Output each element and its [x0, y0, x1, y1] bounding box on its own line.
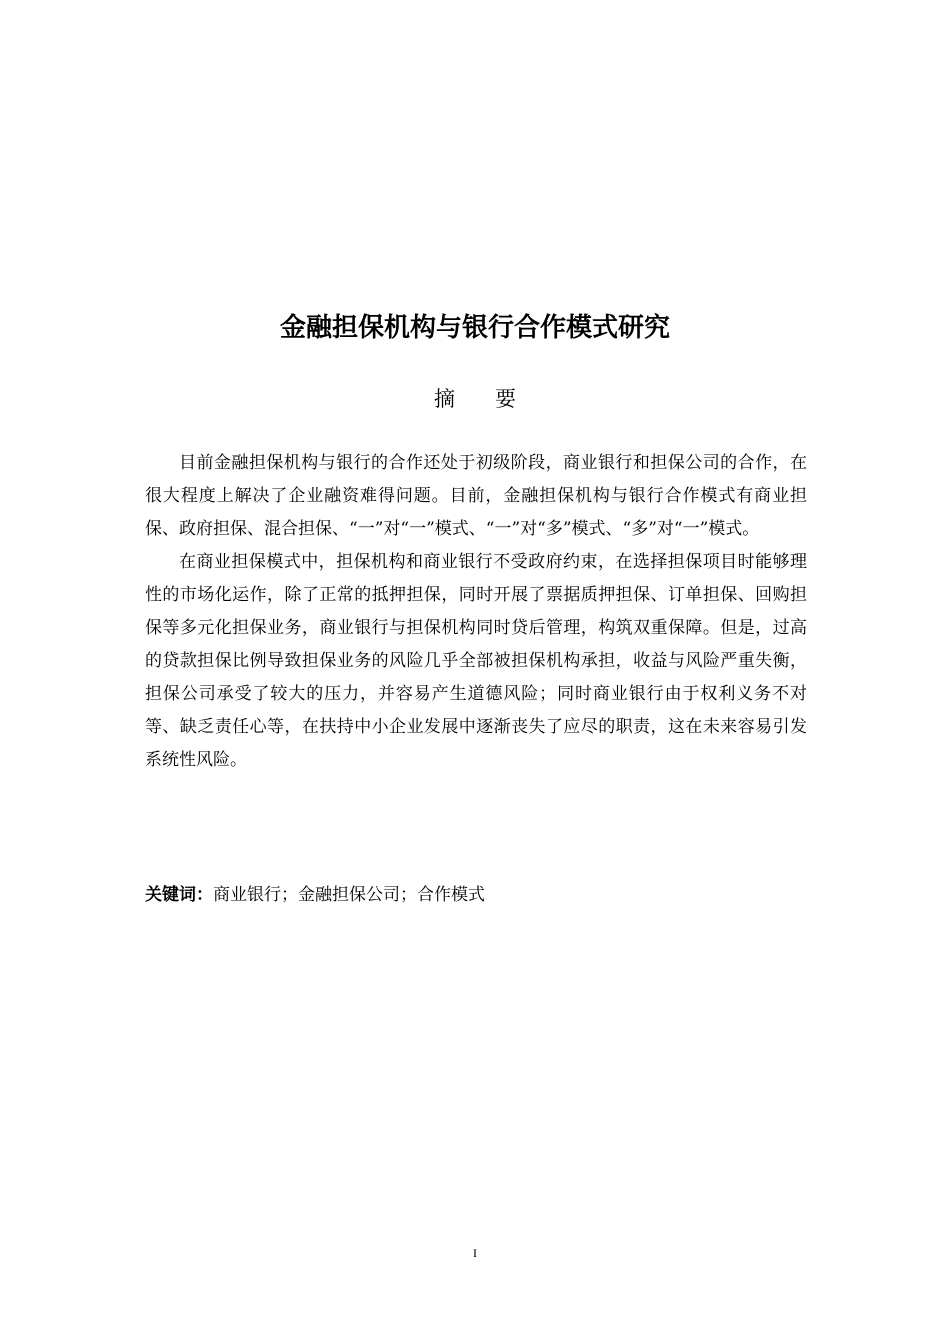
keywords-line — [145, 879, 807, 911]
keywords-label: 关键词： — [145, 885, 213, 905]
abstract-body — [145, 447, 807, 777]
abstract-heading — [0, 383, 950, 415]
abstract-paragraph-1: 目前金融担保机构与银行的合作还处于初级阶段，商业银行和担保公司的合作，在很大程度上解决了企业融资难得问题。目前，金融担保机构与银行合作模式有商业担保、政府担保、混合担保、“一”对“一”模式、“一”对“多”模式、“多”对“一”模式。 — [145, 453, 807, 539]
page-number: I — [473, 1246, 477, 1260]
abstract-heading-char-1: 摘 — [434, 387, 455, 411]
abstract-paragraph-2: 在商业担保模式中，担保机构和商业银行不受政府约束，在选择担保项目时能够理性的市场化运作，除了正常的抵押担保，同时开展了票据质押担保、订单担保、回购担保等多元化担保业务，商业银行与担保机构同时贷后管理，构筑双重保障。但是，过高的贷款担保比例导致担保业务的风险几乎全部被担保机构承担，收益与风险严重失衡，担保公司承受了较大的压力，并容易产生道德风险；同时商业银行由于权利义务不对等、缺乏责任心等，在扶持中小企业发展中逐渐丧失了应尽的职责，这在未来容易引发系统性风险。 — [145, 552, 807, 770]
keywords-value: 商业银行；金融担保公司；合作模式 — [213, 885, 485, 905]
abstract-heading-char-2: 要 — [495, 387, 516, 411]
document-title: 金融担保机构与银行合作模式研究 — [279, 313, 670, 343]
